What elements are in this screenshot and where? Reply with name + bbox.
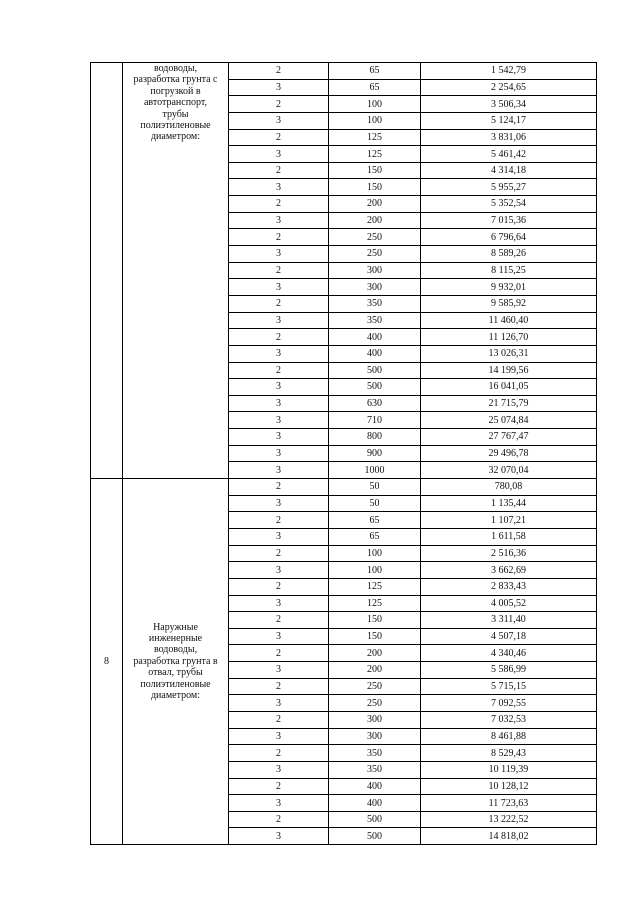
price-cell: 3 662,69 — [421, 562, 597, 579]
price-cell: 1 611,58 — [421, 529, 597, 546]
price-cell: 10 119,39 — [421, 762, 597, 779]
diameter-cell: 500 — [329, 812, 421, 829]
section-number: 8 — [91, 479, 123, 845]
diameter-cell: 100 — [329, 113, 421, 130]
diameter-cell: 630 — [329, 396, 421, 413]
category-cell: 3 — [229, 496, 329, 513]
diameter-cell: 65 — [329, 529, 421, 546]
diameter-cell: 350 — [329, 762, 421, 779]
category-cell: 3 — [229, 412, 329, 429]
price-cell: 3 311,40 — [421, 612, 597, 629]
price-cell: 32 070,04 — [421, 462, 597, 479]
price-cell: 4 340,46 — [421, 645, 597, 662]
price-cell: 1 542,79 — [421, 63, 597, 80]
price-cell: 25 074,84 — [421, 412, 597, 429]
category-cell: 2 — [229, 329, 329, 346]
diameter-cell: 50 — [329, 479, 421, 496]
diameter-cell: 250 — [329, 695, 421, 712]
diameter-cell: 400 — [329, 779, 421, 796]
category-cell: 2 — [229, 645, 329, 662]
category-cell: 2 — [229, 679, 329, 696]
diameter-cell: 125 — [329, 596, 421, 613]
price-cell: 5 715,15 — [421, 679, 597, 696]
diameter-cell: 200 — [329, 662, 421, 679]
price-cell: 8 589,26 — [421, 246, 597, 263]
price-cell: 4 314,18 — [421, 163, 597, 180]
category-cell: 3 — [229, 529, 329, 546]
price-cell: 9 932,01 — [421, 279, 597, 296]
category-cell: 3 — [229, 662, 329, 679]
category-cell: 3 — [229, 762, 329, 779]
price-table — [90, 62, 597, 845]
price-cell: 21 715,79 — [421, 396, 597, 413]
diameter-cell: 125 — [329, 146, 421, 163]
price-cell: 16 041,05 — [421, 379, 597, 396]
category-cell: 2 — [229, 363, 329, 380]
category-cell: 2 — [229, 546, 329, 563]
category-cell: 3 — [229, 795, 329, 812]
price-cell: 1 107,21 — [421, 512, 597, 529]
diameter-cell: 200 — [329, 213, 421, 230]
diameter-cell: 500 — [329, 363, 421, 380]
price-cell: 14 199,56 — [421, 363, 597, 380]
diameter-cell: 125 — [329, 130, 421, 147]
price-cell: 2 833,43 — [421, 579, 597, 596]
price-cell: 4 005,52 — [421, 596, 597, 613]
price-cell: 10 128,12 — [421, 779, 597, 796]
diameter-cell: 350 — [329, 296, 421, 313]
diameter-cell: 150 — [329, 629, 421, 646]
diameter-cell: 900 — [329, 446, 421, 463]
price-cell: 11 723,63 — [421, 795, 597, 812]
category-cell: 2 — [229, 579, 329, 596]
category-cell: 3 — [229, 113, 329, 130]
category-cell: 3 — [229, 596, 329, 613]
diameter-cell: 300 — [329, 279, 421, 296]
diameter-cell: 100 — [329, 96, 421, 113]
price-cell: 2 516,36 — [421, 546, 597, 563]
diameter-cell: 200 — [329, 645, 421, 662]
category-cell: 3 — [229, 279, 329, 296]
price-cell: 8 461,88 — [421, 729, 597, 746]
diameter-cell: 65 — [329, 512, 421, 529]
price-cell: 7 032,53 — [421, 712, 597, 729]
price-cell: 9 585,92 — [421, 296, 597, 313]
category-cell: 3 — [229, 828, 329, 845]
section-description: Наружные инженерные водоводы, разработка грунта в отвал, трубы полиэтиленовые диаметром: — [123, 479, 229, 845]
price-cell: 6 796,64 — [421, 229, 597, 246]
diameter-cell: 65 — [329, 80, 421, 97]
price-cell: 13 026,31 — [421, 346, 597, 363]
price-cell: 14 818,02 — [421, 828, 597, 845]
category-cell: 2 — [229, 779, 329, 796]
category-cell: 2 — [229, 63, 329, 80]
diameter-cell: 150 — [329, 612, 421, 629]
diameter-cell: 800 — [329, 429, 421, 446]
price-cell: 5 352,54 — [421, 196, 597, 213]
category-cell: 2 — [229, 196, 329, 213]
category-cell: 2 — [229, 130, 329, 147]
category-cell: 2 — [229, 229, 329, 246]
category-cell: 3 — [229, 396, 329, 413]
category-cell: 2 — [229, 712, 329, 729]
diameter-cell: 1000 — [329, 462, 421, 479]
category-cell: 3 — [229, 379, 329, 396]
category-cell: 3 — [229, 429, 329, 446]
category-cell: 3 — [229, 729, 329, 746]
diameter-cell: 350 — [329, 313, 421, 330]
diameter-cell: 65 — [329, 63, 421, 80]
diameter-cell: 200 — [329, 196, 421, 213]
price-cell: 7 015,36 — [421, 213, 597, 230]
price-cell: 13 222,52 — [421, 812, 597, 829]
category-cell: 2 — [229, 296, 329, 313]
category-cell: 2 — [229, 479, 329, 496]
price-cell: 11 126,70 — [421, 329, 597, 346]
category-cell: 2 — [229, 96, 329, 113]
price-cell: 2 254,65 — [421, 80, 597, 97]
diameter-cell: 400 — [329, 795, 421, 812]
category-cell: 3 — [229, 146, 329, 163]
price-cell: 5 461,42 — [421, 146, 597, 163]
category-cell: 2 — [229, 812, 329, 829]
price-cell: 29 496,78 — [421, 446, 597, 463]
price-cell: 3 506,34 — [421, 96, 597, 113]
category-cell: 3 — [229, 446, 329, 463]
diameter-cell: 400 — [329, 329, 421, 346]
section-number — [91, 63, 123, 479]
diameter-cell: 100 — [329, 546, 421, 563]
diameter-cell: 250 — [329, 229, 421, 246]
price-cell: 8 529,43 — [421, 745, 597, 762]
price-cell: 5 955,27 — [421, 179, 597, 196]
price-cell: 27 767,47 — [421, 429, 597, 446]
diameter-cell: 300 — [329, 263, 421, 280]
diameter-cell: 300 — [329, 729, 421, 746]
diameter-cell: 50 — [329, 496, 421, 513]
diameter-cell: 150 — [329, 179, 421, 196]
category-cell: 3 — [229, 346, 329, 363]
diameter-cell: 710 — [329, 412, 421, 429]
category-cell: 3 — [229, 562, 329, 579]
price-cell: 5 124,17 — [421, 113, 597, 130]
diameter-cell: 125 — [329, 579, 421, 596]
diameter-cell: 250 — [329, 246, 421, 263]
diameter-cell: 300 — [329, 712, 421, 729]
category-cell: 3 — [229, 629, 329, 646]
section-description: водоводы, разработка грунта с погрузкой в автотранспорт, трубы полиэтиленовые диаметром: — [123, 63, 229, 479]
category-cell: 2 — [229, 745, 329, 762]
category-cell: 2 — [229, 512, 329, 529]
price-cell: 7 092,55 — [421, 695, 597, 712]
category-cell: 3 — [229, 695, 329, 712]
price-cell: 8 115,25 — [421, 263, 597, 280]
price-cell: 780,08 — [421, 479, 597, 496]
price-cell: 11 460,40 — [421, 313, 597, 330]
category-cell: 3 — [229, 246, 329, 263]
price-cell: 4 507,18 — [421, 629, 597, 646]
diameter-cell: 500 — [329, 379, 421, 396]
diameter-cell: 500 — [329, 828, 421, 845]
price-cell: 3 831,06 — [421, 130, 597, 147]
category-cell: 3 — [229, 462, 329, 479]
category-cell: 2 — [229, 612, 329, 629]
diameter-cell: 150 — [329, 163, 421, 180]
price-cell: 1 135,44 — [421, 496, 597, 513]
category-cell: 2 — [229, 163, 329, 180]
diameter-cell: 350 — [329, 745, 421, 762]
category-cell: 2 — [229, 263, 329, 280]
category-cell: 3 — [229, 179, 329, 196]
category-cell: 3 — [229, 213, 329, 230]
diameter-cell: 250 — [329, 679, 421, 696]
diameter-cell: 100 — [329, 562, 421, 579]
category-cell: 3 — [229, 313, 329, 330]
diameter-cell: 400 — [329, 346, 421, 363]
category-cell: 3 — [229, 80, 329, 97]
price-cell: 5 586,99 — [421, 662, 597, 679]
